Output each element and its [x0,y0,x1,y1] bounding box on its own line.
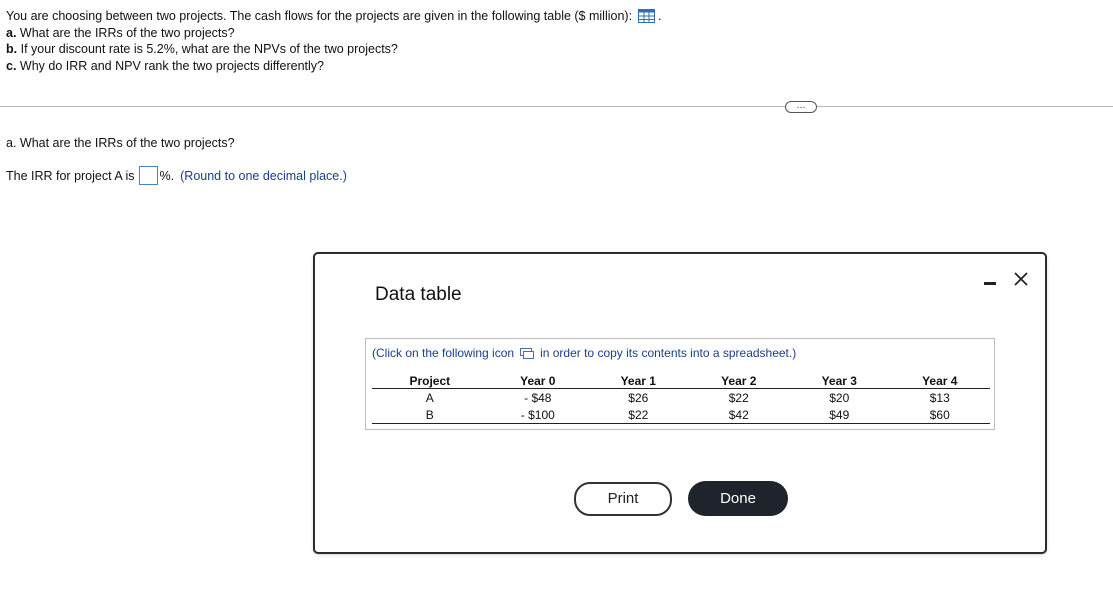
question-text [6,8,662,74]
cell-year-2: $22 [728,390,749,405]
cell-year-0: - $48 [524,390,552,405]
part-b-letter: b. [6,42,18,56]
cell-year-2: $42 [689,406,789,424]
header-project: Project [372,373,488,389]
done-button[interactable]: Done [688,481,788,516]
question-intro-text: You are choosing between two projects. The cash flows for the projects are given in the following table ($ million): [6,9,633,23]
cell-project: B [372,406,488,424]
part-a-text: What are the IRRs of the two projects? [19,25,235,40]
part-a-letter: a. [6,25,17,40]
answer-label: The IRR for project A is [6,168,135,183]
question-intro [6,8,662,25]
header-year-2: Year 2 [689,373,789,389]
minimize-icon[interactable] [982,276,998,290]
copy-spreadsheet-icon[interactable] [520,348,534,359]
answer-line [6,166,347,185]
print-button[interactable]: Print [574,482,672,516]
cell-year-1: $22 [588,406,688,424]
question-part-a [6,25,662,42]
cell-year-4: $60 [890,406,991,424]
dialog-title: Data table [375,284,462,305]
copy-note-after: in order to copy its contents into a spreadsheet.) [540,346,797,360]
part-c-text: Why do IRR and NPV rank the two projects differently? [19,58,324,73]
question-part-c [6,58,662,75]
header-year-4: Year 4 [890,373,991,389]
table-row [372,389,990,407]
cell-year-4: $13 [929,390,950,405]
part-a-prompt: a. What are the IRRs of the two projects? [6,136,235,150]
copy-note [372,346,796,360]
header-year-1: Year 1 [588,373,688,389]
cell-project: A [425,390,434,405]
cell-year-3: $20 [829,390,850,405]
intro-period: . [658,9,662,23]
cell-year-0: - $100 [488,406,588,424]
cell-year-3: $49 [789,406,889,424]
table-header-row [372,373,990,389]
table-grid-icon[interactable] [638,9,655,23]
cash-flow-table [372,373,990,424]
part-c-letter: c. [6,58,17,73]
header-year-0: Year 0 [488,373,588,389]
section-divider [0,106,1113,107]
part-b-text: If your discount rate is 5.2%, what are the NPVs of the two projects? [20,42,398,56]
cell-year-1: $26 [628,390,649,405]
answer-unit: %. [159,168,175,183]
irr-a-input[interactable] [139,166,158,185]
close-icon[interactable] [1011,269,1031,289]
rounding-hint: (Round to one decimal place.) [180,168,347,183]
table-row [372,406,990,424]
data-table-panel [365,338,995,430]
expand-more-button[interactable]: … [785,101,817,113]
data-table-dialog [313,252,1047,554]
header-year-3: Year 3 [789,373,889,389]
copy-note-before: (Click on the following icon [372,346,515,360]
question-part-b [6,41,662,58]
